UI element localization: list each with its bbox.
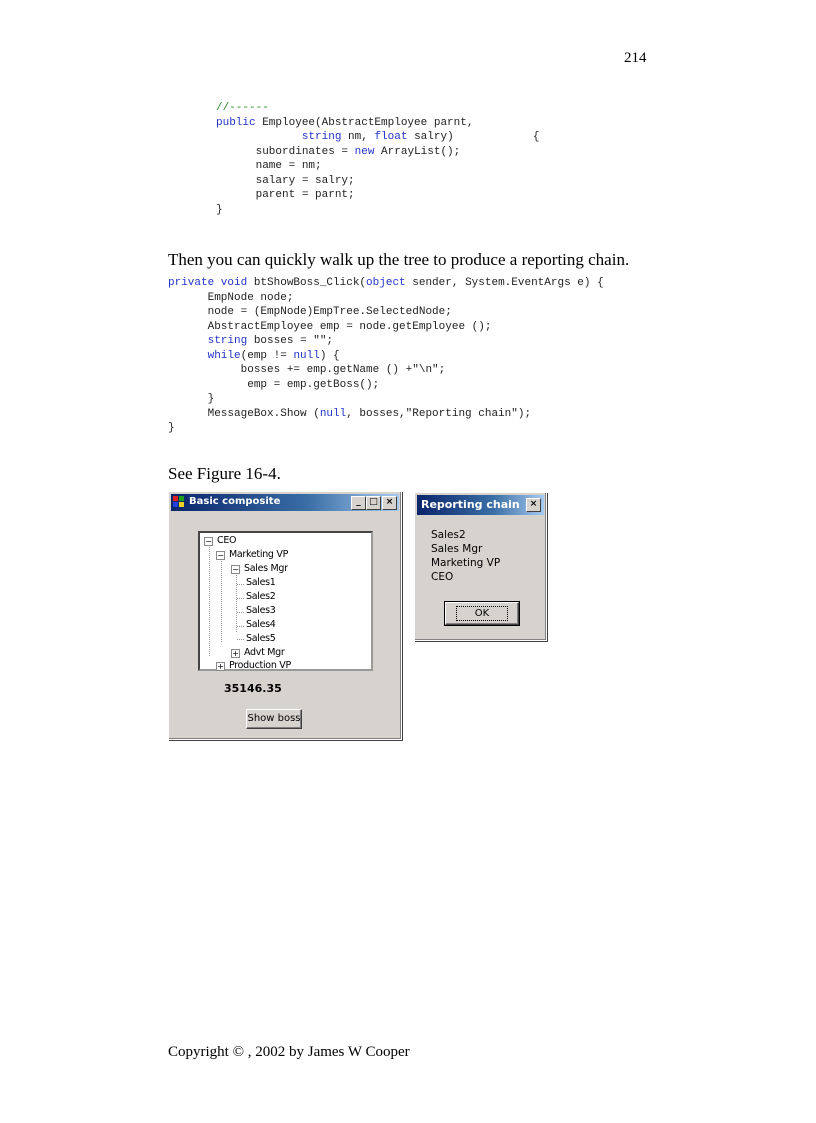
dialog-title: Reporting chain <box>421 498 520 511</box>
close-button[interactable]: × <box>526 498 541 512</box>
code-token <box>168 335 208 347</box>
code-token: new <box>354 145 375 158</box>
ok-button[interactable] <box>445 602 519 625</box>
code-token: nm, <box>341 131 375 143</box>
code-token: string <box>207 335 248 347</box>
tree-node-sales3[interactable]: Sales3 <box>246 605 276 616</box>
code-token: MessageBox.Show ( <box>168 407 320 420</box>
code-token: //------ <box>216 102 269 114</box>
paragraph-reporting-chain: Then you can quickly walk up the tree to produce a reporting chain. <box>168 250 630 269</box>
tree-connector <box>237 639 244 640</box>
salary-label: 35146.35 <box>224 682 282 695</box>
copyright-footer: Copyright © , 2002 by James W Cooper <box>168 1044 410 1060</box>
close-button[interactable]: × <box>382 496 397 510</box>
code-token: emp = emp.getBoss(); <box>168 378 380 391</box>
code-token: parent = parnt; <box>216 189 355 201</box>
tree-node-label: Production VP <box>229 660 291 671</box>
code-token: float <box>374 131 408 143</box>
tree-node-label: CEO <box>217 535 237 546</box>
code-token: salry) { <box>407 131 540 143</box>
tree-guide-line <box>236 570 237 632</box>
collapse-icon[interactable]: − <box>232 565 239 574</box>
tree-connector <box>237 626 244 627</box>
message-line: Marketing VP <box>431 557 501 569</box>
tree-guide-line <box>209 542 210 656</box>
collapse-icon[interactable]: − <box>217 551 224 560</box>
composite-window-title: Basic composite <box>189 496 281 507</box>
tree-guide-line <box>221 556 222 642</box>
code-token: AbstractEmployee emp = node.getEmployee (); <box>168 320 492 333</box>
code-token: } <box>168 422 175 434</box>
code-token: Employee(AbstractEmployee parnt, <box>255 116 474 129</box>
message-line: Sales Mgr <box>431 543 483 555</box>
employee-tree[interactable] <box>198 531 373 671</box>
tree-node-sales5[interactable]: Sales5 <box>246 633 276 644</box>
code-token: node = (EmpNode)EmpTree.SelectedNode; <box>168 306 452 318</box>
tree-node-label: Marketing VP <box>229 549 288 560</box>
code-token: object <box>366 277 406 289</box>
code-token <box>216 131 302 143</box>
collapse-icon[interactable]: − <box>205 537 212 546</box>
code-block-constructor <box>216 101 540 217</box>
tree-node-sales2[interactable]: Sales2 <box>246 591 276 602</box>
code-token: } <box>168 393 215 405</box>
code-token <box>168 350 208 362</box>
code-token: ) { <box>319 349 340 362</box>
code-token: EmpNode node; <box>168 291 294 304</box>
code-token: bosses += emp.getName () +"\n"; <box>168 364 446 376</box>
expand-icon[interactable]: + <box>232 649 239 658</box>
message-line: Sales2 <box>431 529 466 541</box>
code-token: string <box>301 131 342 143</box>
code-token: null <box>319 407 347 420</box>
tree-connector <box>237 584 244 585</box>
tree-connector <box>237 598 244 599</box>
code-token: sender, System.EventArgs e) { <box>405 277 604 289</box>
basic-composite-window <box>168 491 402 740</box>
show-boss-button[interactable]: Show boss <box>246 709 302 729</box>
code-token: salary = salry; <box>216 174 355 187</box>
dialog-titlebar <box>417 495 544 515</box>
code-token: , bosses,"Reporting chain"); <box>346 407 532 420</box>
code-token: ArrayList(); <box>374 145 461 158</box>
tree-node-label: Advt Mgr <box>244 647 285 658</box>
code-token: while <box>207 349 241 362</box>
code-token: (emp != <box>240 349 294 362</box>
message-line: CEO <box>431 571 454 583</box>
tree-node-sales4[interactable]: Sales4 <box>246 619 276 630</box>
tree-node-sales1[interactable]: Sales1 <box>246 577 276 588</box>
maximize-button[interactable]: □ <box>366 496 381 510</box>
code-token: } <box>216 203 223 216</box>
code-token: public <box>216 116 256 129</box>
page-number: 214 <box>624 50 647 66</box>
paragraph-see-figure: See Figure 16-4. <box>168 464 281 483</box>
minimize-button[interactable]: _ <box>351 496 366 510</box>
tree-connector <box>237 612 244 613</box>
code-token: subordinates = <box>216 145 355 158</box>
code-token: private void <box>168 277 248 289</box>
code-token: name = nm; <box>216 160 322 172</box>
reporting-chain-dialog <box>414 492 547 641</box>
composite-titlebar <box>171 494 399 511</box>
code-token: bosses = ""; <box>247 335 334 347</box>
tree-node-label: Sales Mgr <box>244 563 288 574</box>
code-block-show-boss <box>168 276 604 436</box>
app-icon <box>173 496 185 508</box>
code-token: null <box>293 349 320 362</box>
ok-button-label: OK <box>456 606 508 621</box>
expand-icon[interactable]: + <box>217 662 224 671</box>
code-token: btShowBoss_Click( <box>247 277 367 289</box>
